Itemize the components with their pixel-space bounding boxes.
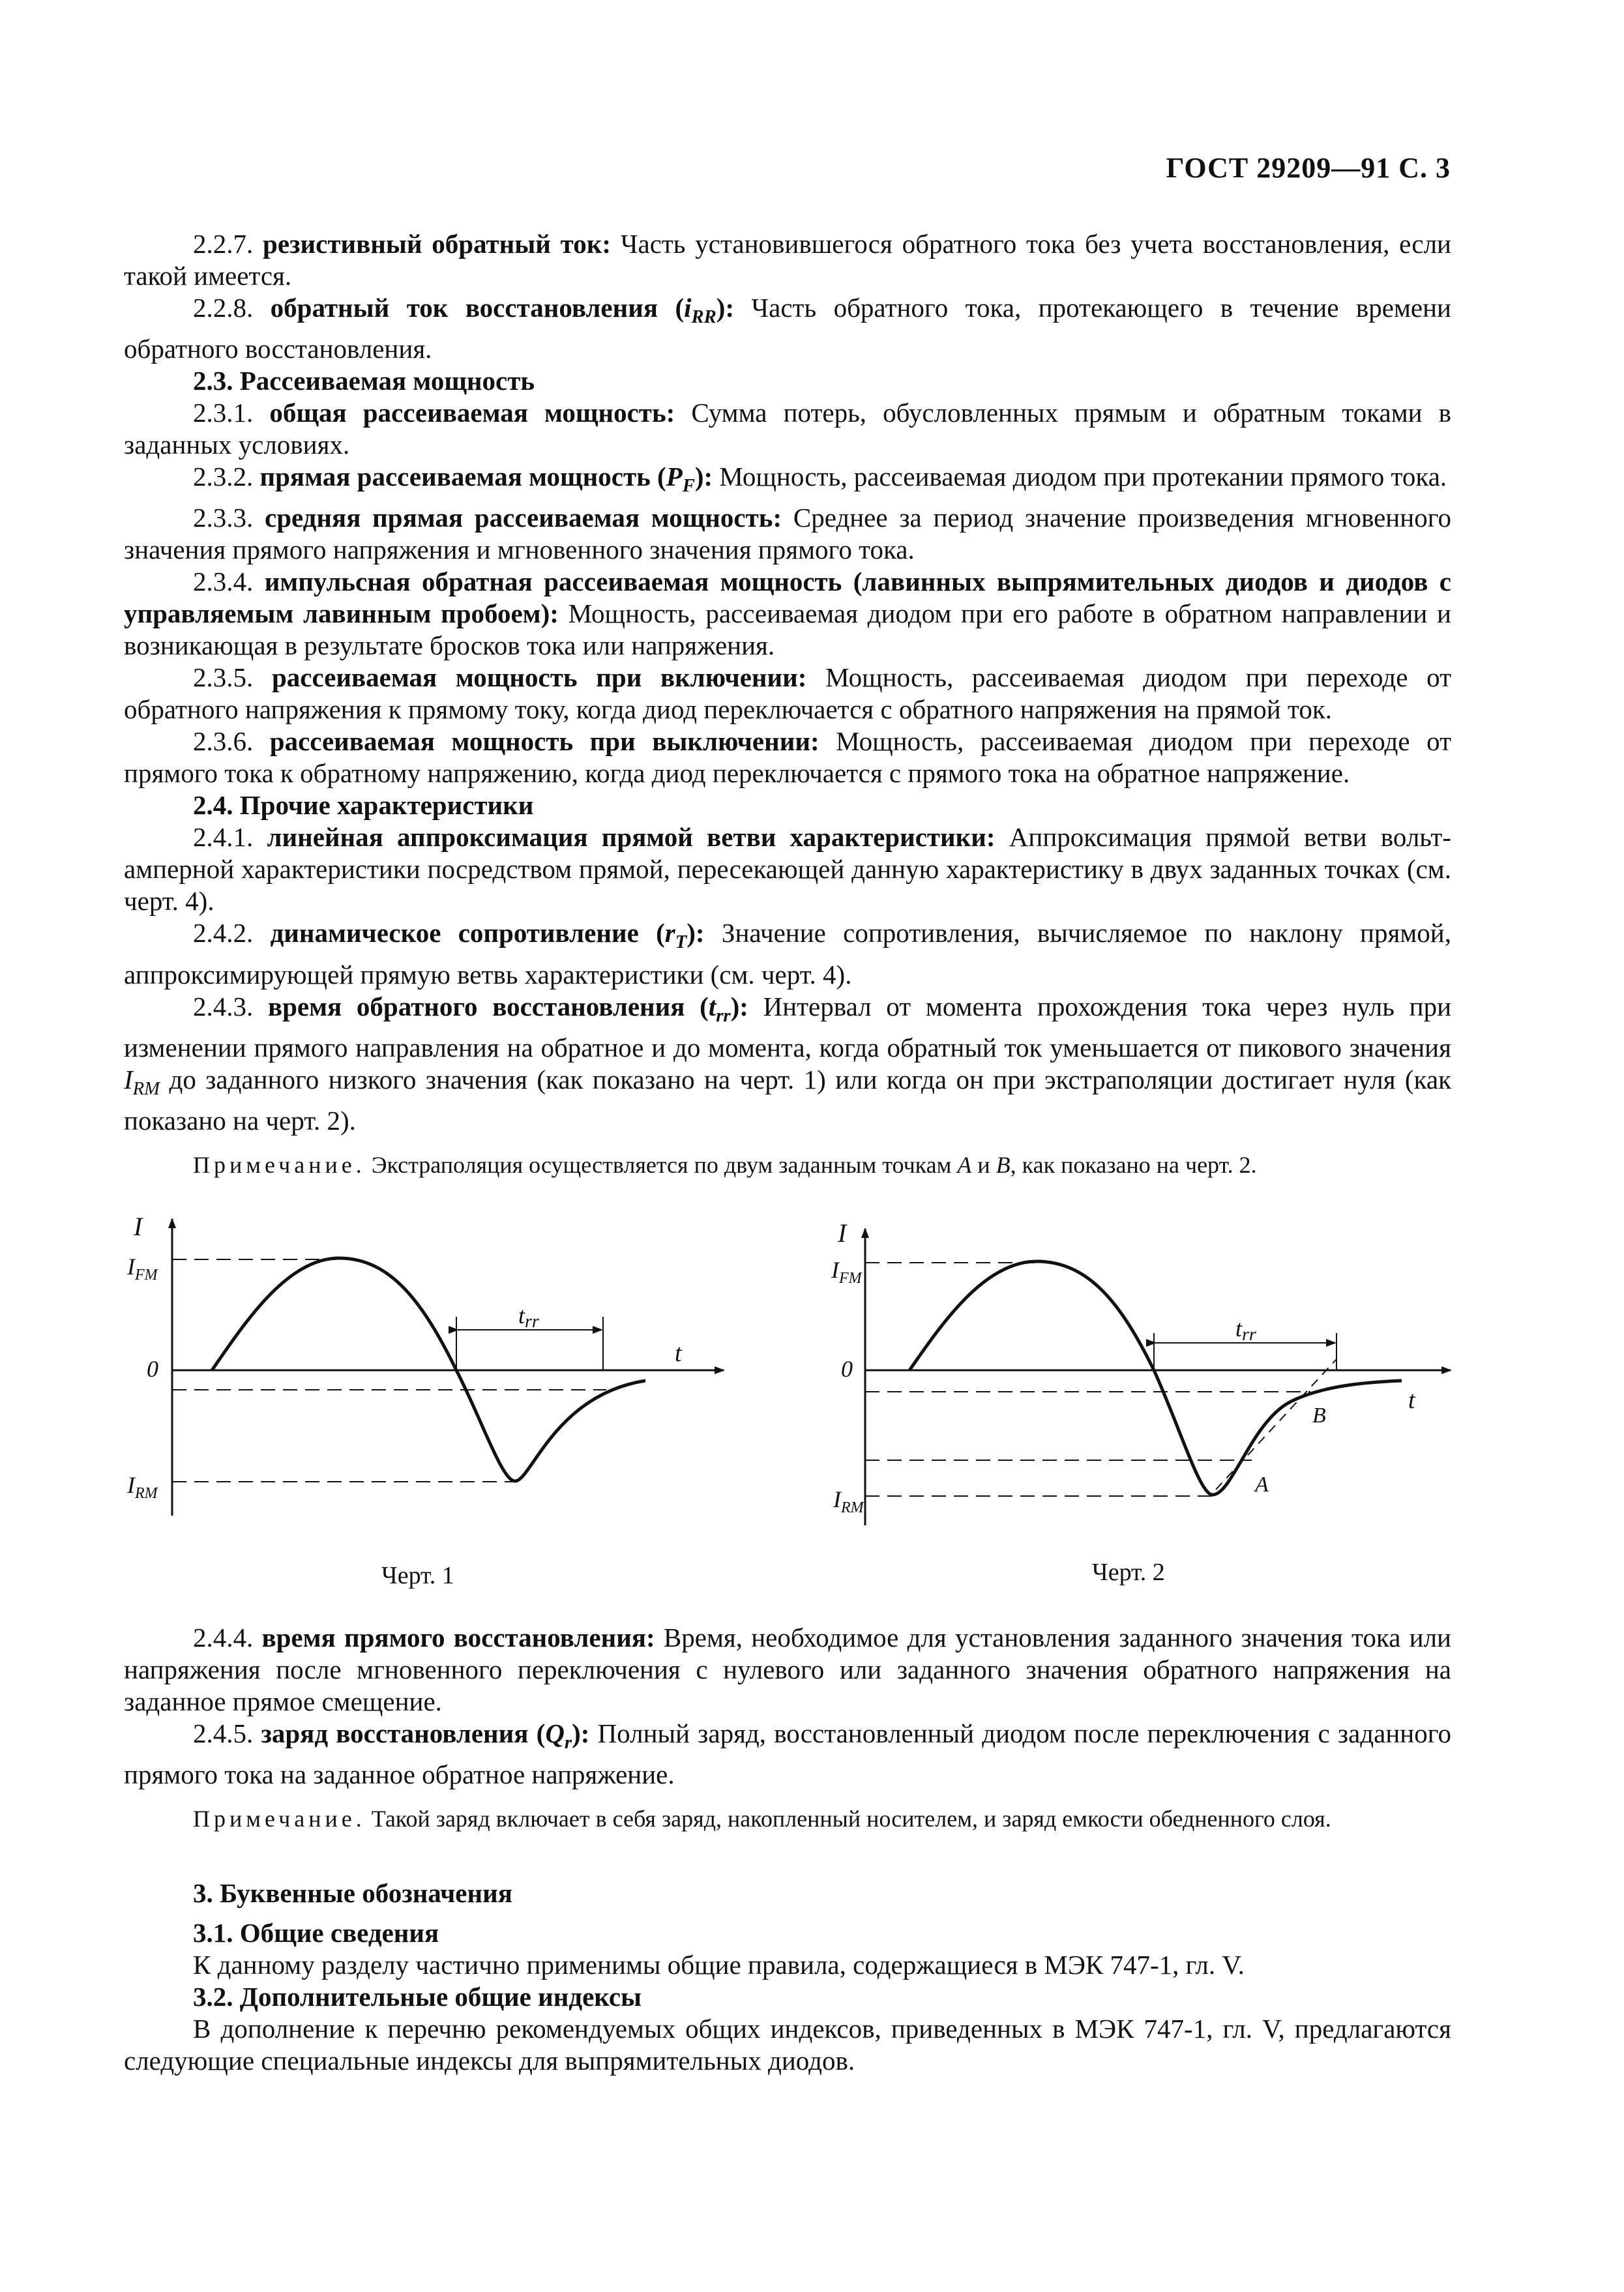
clause-2-3-3: 2.3.3. средняя прямая рассеиваемая мощность: Среднее за период значение произведения мгновенного значения прямого напряжения и мгновенного значения прямого тока. [124, 503, 1451, 565]
figure-2 [865, 1229, 1451, 1525]
note-extrapolation: Примечание. Экстраполяция осуществляется по двум заданным точкам A и B, как показано на черт. 2. [193, 1151, 1257, 1178]
clause-2-4-5: 2.4.5. заряд восстановления $(Q_r)$: Полный заряд, восстановленный диодом после переключения с заданного прямого тока на заданное обратное напряжение. [124, 1718, 1452, 1790]
heading-2-3: 2.3. Рассеиваемая мощность [193, 366, 535, 396]
fig2-irm-label: $I_{RM}$ [833, 1486, 864, 1516]
fig2-i-label: I [838, 1218, 847, 1248]
page-header: ГОСТ 29209—91 С. 3 [1166, 152, 1451, 184]
clause-2-3-5: 2.3.5. рассеиваемая мощность при включении: Мощность, рассеиваемая диодом при переходе от обратного напряжения к прямому току, когда диод переключается с обратного напряжения на прямой ток. [124, 662, 1452, 725]
section-3-1-title: 3.1. Общие сведения [193, 1918, 439, 1948]
fig2-trr-label: trr [1235, 1315, 1256, 1345]
fig2-point-b-label: B [1312, 1403, 1326, 1428]
clause-2-3-6: 2.3.6. рассеиваемая мощность при выключении: Мощность, рассеиваемая диодом при переходе от прямого тока к обратному напряжению, когда диод переключается с прямого тока на обратное напряжение. [124, 726, 1451, 789]
heading-2-4: 2.4. Прочие характеристики [193, 790, 534, 821]
section-3-2-title: 3.2. Дополнительные общие индексы [193, 1982, 642, 2012]
fig2-point-a-label: A [1255, 1473, 1269, 1497]
section-3-title: 3. Буквенные обозначения [193, 1878, 512, 1908]
fig1-irm-label: $I_{RM}$ [127, 1472, 158, 1502]
note-charge: Примечание. Такой заряд включает в себя заряд, накопленный носителем, и заряд емкости обедненного слоя. [193, 1806, 1331, 1832]
figure-1 [172, 1219, 724, 1516]
fig2-zero-label: 0 [841, 1356, 853, 1382]
fig1-trr-label: trr [518, 1302, 539, 1332]
section-3-2-text: В дополнение к перечню рекомендуемых общих индексов, приведенных в МЭК 747-1, гл. V, предлагаются следующие специальные индексы для выпрямительных диодов. [124, 2014, 1451, 2076]
clause-2-4-3: 2.4.3. время обратного восстановления $(t_{rr})$: Интервал от момента прохождения тока через нуль при изменении прямого направления на обратное и до момента, когда обратный ток уменьшается от пикового значения $I_{RM}$ до заданного низкого значения (как показано на черт. 1) или когда он при экстраполяции достигает нуля (как показано на черт. 2). [124, 991, 1452, 1136]
section-3 [124, 1877, 1451, 2077]
clause-2-2-7: 2.2.7. резистивный обратный ток: Часть установившегося обратного тока без учета восстановления, если такой имеется. [124, 229, 1451, 291]
definitions-block-2 [124, 1622, 1451, 1841]
fig1-ifm-label: $I_{FM}$ [127, 1254, 158, 1284]
section-3-1-text: К данному разделу частично применимы общие правила, содержащиеся в МЭК 747-1, гл. V. [193, 1950, 1245, 1980]
clause-2-3-2: 2.3.2. прямая рассеиваемая мощность $(P_F)$: Мощность, рассеиваемая диодом при протекании прямого тока. [193, 462, 1447, 497]
fig1-caption: Черт. 1 [381, 1562, 454, 1589]
clause-2-4-1: 2.4.1. линейная аппроксимация прямой ветви характеристики: Аппроксимация прямой ветви вольт-амперной характеристики посредством прямой, пересекающей данную характеристику в двух заданных точках (см. черт. 4). [124, 822, 1452, 917]
fig1-i-label: I [134, 1212, 143, 1241]
clause-2-3-4: 2.3.4. импульсная обратная рассеиваемая мощность (лавинных выпрямительных диодов и диодов с управляемым лавинным пробоем): Мощность, рассеиваемая диодом при его работе в обратном направлении и возникающая в результате бросков тока или напряжения. [124, 566, 1451, 661]
fig1-zero-label: 0 [147, 1356, 158, 1382]
fig1-t-label: t [675, 1340, 682, 1367]
clause-2-4-2: 2.4.2. динамическое сопротивление $(r_T)$: Значение сопротивления, вычисляемое по наклону прямой, аппроксимирующей прямую ветвь характеристики (см. черт. 4). [124, 918, 1451, 990]
fig2-ifm-label: $I_{FM}$ [831, 1257, 862, 1287]
clause-2-4-4: 2.4.4. время прямого восстановления: Время, необходимое для установления заданного значения тока или напряжения после мгновенного переключения с нулевого или заданного значения обратного напряжения на заданное прямое смещение. [124, 1623, 1451, 1716]
fig2-caption: Черт. 2 [1092, 1559, 1165, 1586]
clause-2-2-8: 2.2.8. обратный ток восстановления $(i_{RR})$: Часть обратного тока, протекающего в течение времени обратного восстановления. [124, 293, 1452, 364]
clause-2-3-1: 2.3.1. общая рассеиваемая мощность: Сумма потерь, обусловленных прямым и обратным токами в заданных условиях. [124, 398, 1452, 460]
fig2-t-label: t [1408, 1387, 1415, 1414]
